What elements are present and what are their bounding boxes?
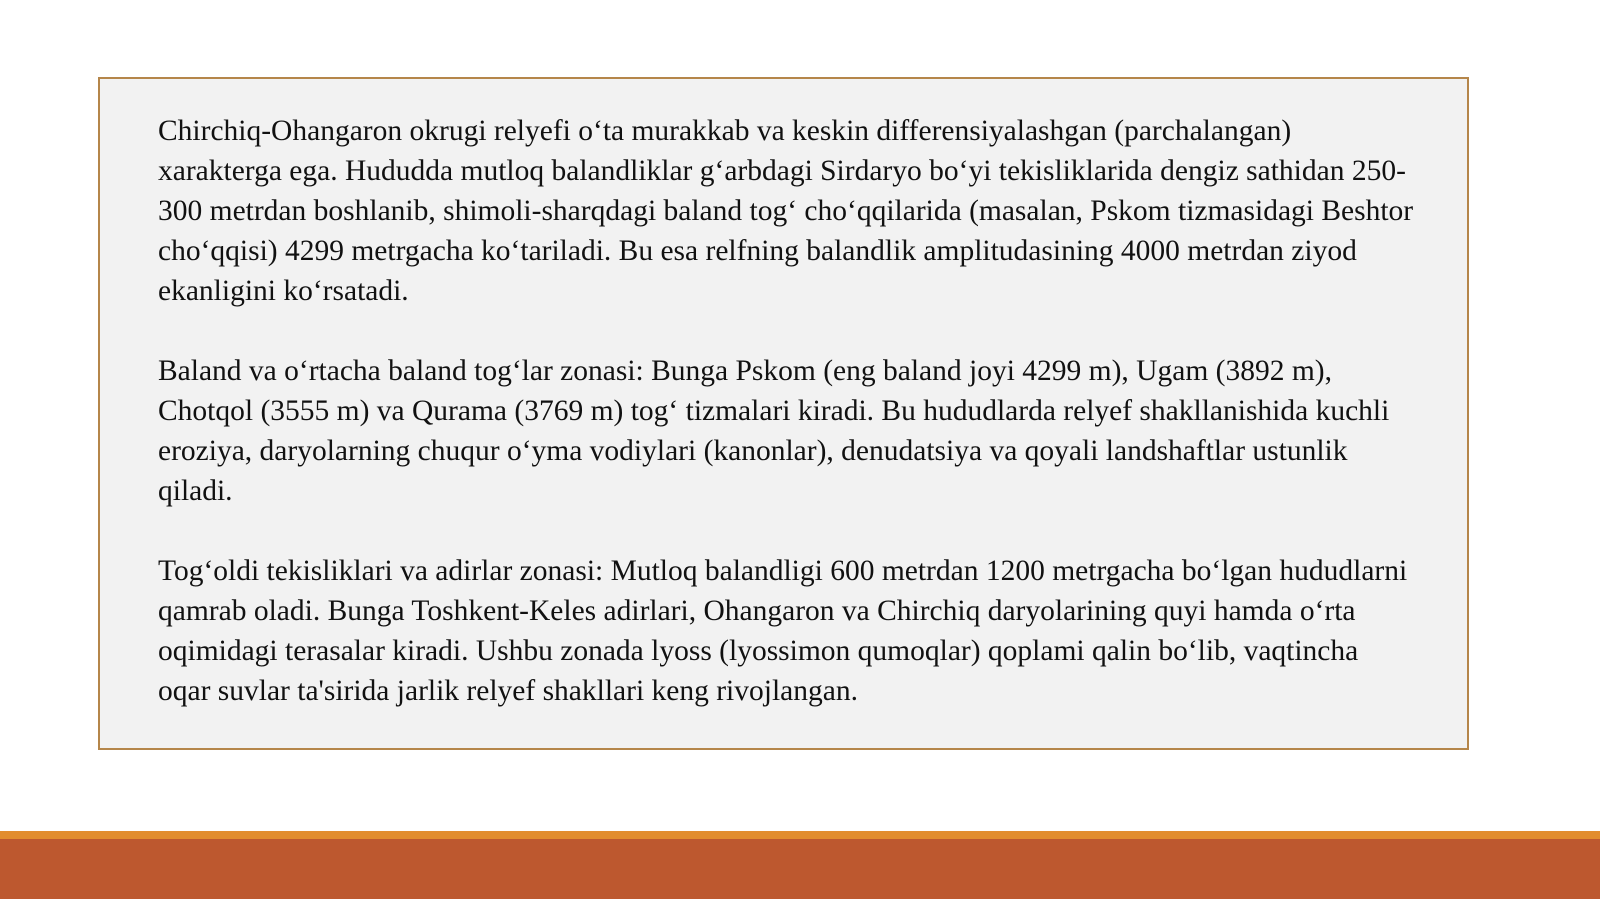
footer-bar [0,839,1600,899]
paragraph-mountain-zone: Baland va o‘rtacha baland tog‘lar zonasi: Bunga Pskom (eng baland joyi 4299 m), Ugam (3892 m), Chotqol (3555 m) va Qurama (3769 m) tog‘ tizmalari kiradi. Bu hududlarda relyef shakllanishida kuchli eroziya, daryolarning chuqur o‘yma vodiylari (kanonlar), denudatsiya va qoyali landshaftlar ustunlik qiladi. [158,355,1390,507]
text-content [158,111,1418,711]
footer-accent-stripe [0,831,1600,839]
paragraph-relief-overview: Chirchiq-Ohangaron okrugi relyefi o‘ta murakkab va keskin differensiyalashgan (parchalangan) xarakterga ega. Hududda mutloq balandliklar g‘arbdagi Sirdaryo bo‘yi tekisliklarida dengiz sathidan 250-300 metrdan boshlanib, shimoli-sharqdagi baland tog‘ cho‘qqilarida (masalan, Pskom tizmasidagi Beshtor cho‘qqisi) 4299 metrgacha ko‘tariladi. Bu esa relfning balandlik amplitudasining 4000 metrdan ziyod ekanligini ko‘rsatadi. [158,115,1414,307]
paragraph-foothill-zone: Tog‘oldi tekisliklari va adirlar zonasi: Mutloq balandligi 600 metrdan 1200 metrgacha bo‘lgan hududlarni qamrab oladi. Bunga Toshkent-Keles adirlari, Ohangaron va Chirchiq daryolarining quyi hamda o‘rta oqimidagi terasalar kiradi. Ushbu zonada lyoss (lyossimon qumoqlar) qoplami qalin bo‘lib, vaqtincha oqar suvlar ta'sirida jarlik relyef shakllari keng rivojlangan. [158,555,1408,707]
